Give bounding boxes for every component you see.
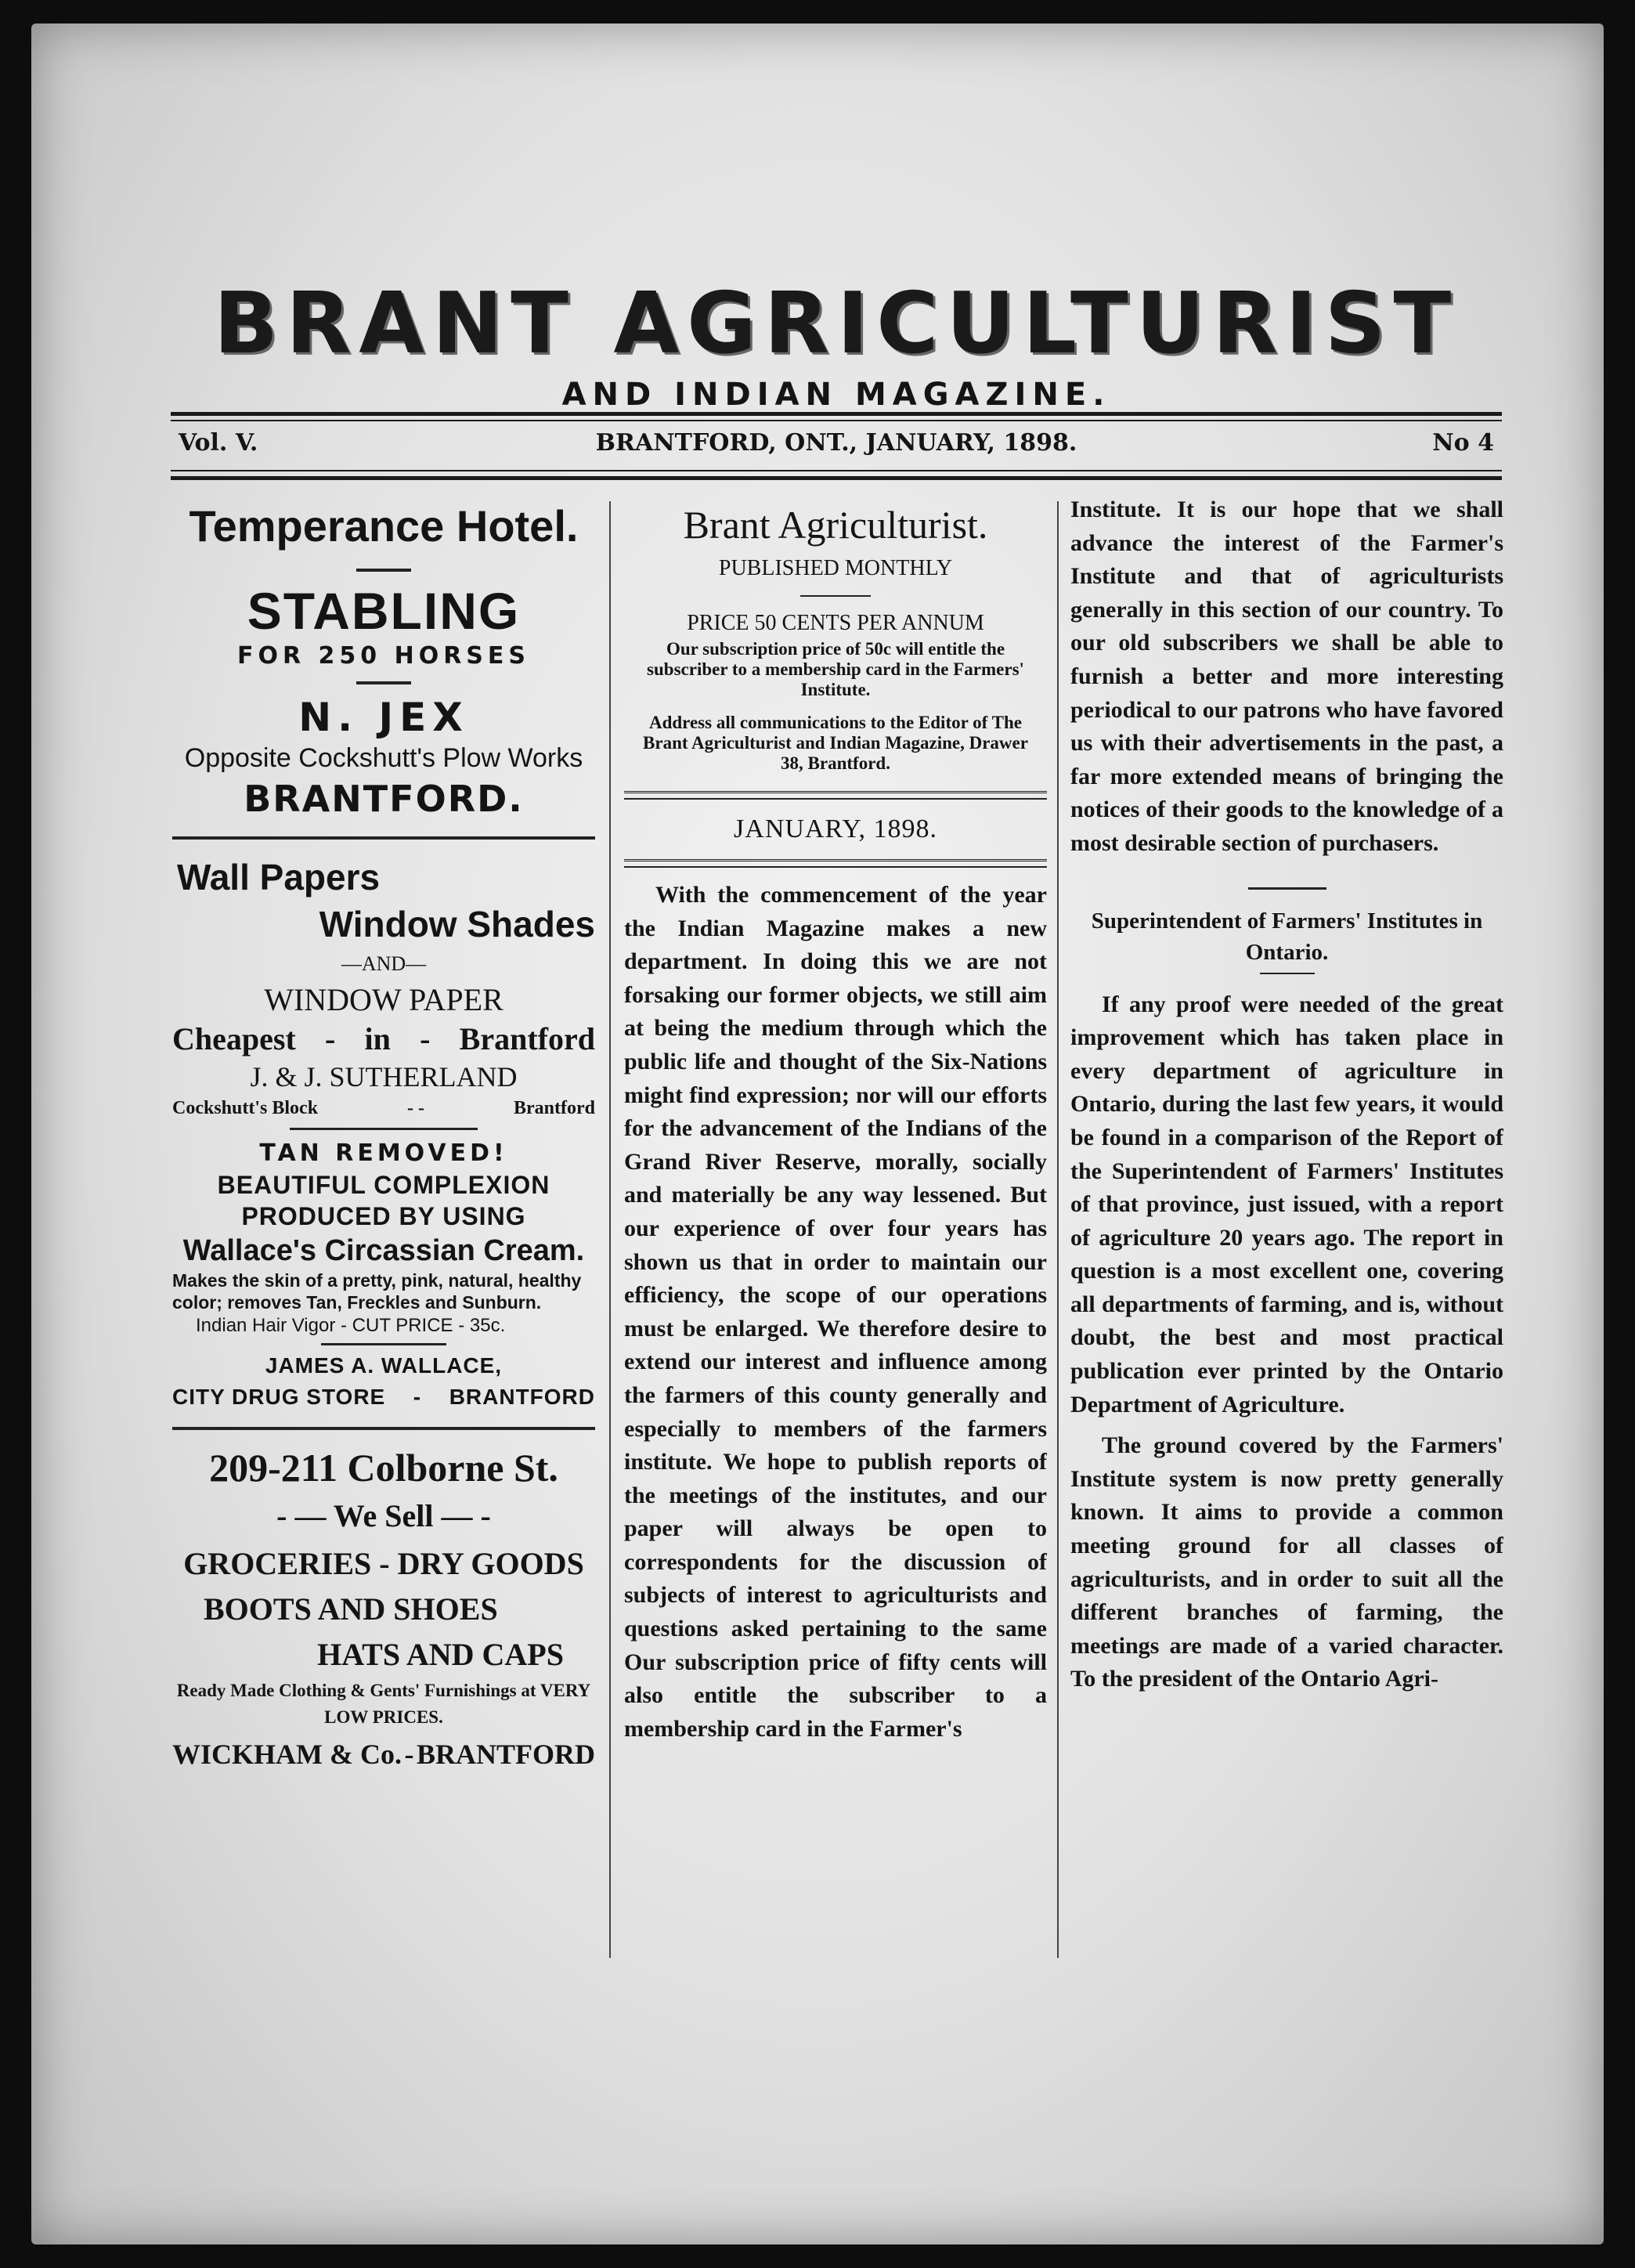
drug-store-line	[172, 1381, 595, 1413]
editorial-title: Brant Agriculturist.	[683, 503, 988, 547]
column-divider	[1057, 501, 1059, 1958]
section-rule	[1248, 887, 1326, 890]
wallace-name: JAMES A. WALLACE,	[265, 1353, 503, 1378]
proprietor-name: N. JEX	[298, 695, 469, 740]
ad-rule	[356, 569, 411, 572]
in-word: in	[364, 1021, 391, 1056]
dash: -	[420, 1021, 431, 1056]
dash: -	[404, 1739, 414, 1770]
dateline-rule-thick	[171, 476, 1502, 480]
double-rule	[624, 859, 1047, 868]
editorial-box	[624, 501, 1047, 774]
newspaper-title: BRANT AGRICULTURIST	[213, 275, 1460, 373]
wickham-city: BRANTFORD	[416, 1739, 595, 1770]
wickham-firm-line	[172, 1734, 595, 1775]
advertisements-column	[172, 493, 595, 1966]
wickham-ad	[172, 1444, 595, 1775]
article-paragraph: With the commencement of the year the Indian Magazine makes a new department. In doing this we are not forsaking our former objects, we still aim at being the medium through which the public life and thought of the Six-Nations might find expression; nor will our efforts for the advancement of the Indians of the Grand River Reserve, morally, socially and materially be any way lessened. But our experience of over four years has shown us that in order to maintain our efficiency, the scope of our operations must be enlarged. We therefore desire to extend our interest and influence among the farmers of this county generally and especially to members of the farmers institute. We hope to publish reports of the meetings of the institutes, and our paper will always be open to correspondents for the discussion of subjects of interest to agriculturists and questions asked pertaining to the same Our subscription price of fifty cents will also entitle the subscriber to a membership card in the Farmer's	[624, 882, 1047, 1742]
volume-label: Vol. V.	[179, 429, 258, 457]
produced-line: PRODUCED BY USING	[241, 1202, 526, 1230]
wall-papers: Wall Papers	[177, 857, 381, 897]
sutherland-address	[172, 1095, 595, 1121]
dateline-rule	[171, 470, 1502, 471]
brantford-word: Brantford	[459, 1021, 595, 1056]
masthead	[171, 275, 1502, 413]
we-sell: - — We Sell — -	[276, 1498, 491, 1533]
ad-rule	[321, 1343, 446, 1345]
hotel-ad	[172, 503, 595, 822]
tan-removed: TAN REMOVED!	[259, 1139, 508, 1167]
address-note: Address all communications to the Editor of The Brant Agriculturist and Indian Magazine, Drawer 38, Brantford.	[643, 713, 1028, 773]
article-paragraph: The ground covered by the Farmers' Institute system is now pretty generally known. It aims to provide a common meeting ground for all classes of agriculturists, and in order to suit all the different branches of farming, the meetings are made of a varied character. To the president of the Ontario Agri-	[1070, 1432, 1503, 1692]
address-right: Brantford	[514, 1098, 595, 1118]
ad-divider	[172, 1427, 595, 1430]
wallpaper-ad	[172, 854, 595, 1121]
place-date: BRANTFORD, ONT., JANUARY, 1898.	[595, 429, 1077, 457]
cheapest-word: Cheapest	[172, 1021, 296, 1056]
drug-store-city: BRANTFORD	[449, 1385, 595, 1409]
groceries-line: GROCERIES - DRY GOODS	[183, 1546, 584, 1581]
masthead-rule	[171, 412, 1502, 416]
window-shades: Window Shades	[319, 904, 595, 944]
complexion-line: BEAUTIFUL COMPLEXION	[217, 1171, 550, 1199]
newspaper-subtitle: AND INDIAN MAGAZINE.	[561, 377, 1111, 413]
box-rule	[800, 595, 871, 597]
hats-line: HATS AND CAPS	[317, 1637, 564, 1672]
dash: -	[413, 1385, 422, 1409]
sutherland-firm: J. & J. SUTHERLAND	[250, 1061, 518, 1092]
cheapest-line	[172, 1020, 595, 1059]
wickham-firm: WICKHAM & Co.	[172, 1739, 402, 1770]
price-line: PRICE 50 CENTS PER ANNUM	[687, 611, 984, 635]
issue-number: No 4	[1432, 429, 1494, 457]
stabling-heading: STABLING	[247, 582, 521, 640]
hotel-location: Opposite Cockshutt's Plow Works	[184, 743, 583, 773]
wickham-address: 209-211 Colborne St.	[209, 1446, 558, 1490]
clothing-line: Ready Made Clothing & Gents' Furnishings at VERY LOW PRICES.	[176, 1681, 591, 1727]
boots-line: BOOTS AND SHOES	[204, 1591, 498, 1627]
hair-vigor: Indian Hair Vigor - CUT PRICE - 35c.	[196, 1315, 506, 1336]
ad-divider	[172, 836, 595, 840]
cream-product: Wallace's Circassian Cream.	[182, 1234, 585, 1267]
drug-store: CITY DRUG STORE	[172, 1385, 386, 1409]
article-continuation: Institute. It is our hope that we shall advance the interest of the Farmer's Institute and that of agriculturists generally in this section of our country. To our old subscribers we shall be able to furnish a better and more interesting periodical to our patrons who have favored us with their advertisements in the past, a far more extended means of bringing the notices of their goods to the knowledge of a most desirable section of purchasers.	[1070, 497, 1503, 856]
article-column	[1070, 493, 1503, 1966]
subscription-note: Our subscription price of 50c will entitle the subscriber to a membership card in the Farmers' Institute.	[647, 639, 1024, 699]
masthead-rule-thin	[171, 420, 1502, 421]
issue-date: JANUARY, 1898.	[734, 814, 937, 843]
dash: -	[325, 1021, 336, 1056]
article-paragraph: If any proof were needed of the great improvement which has taken place in every department of agriculture in Ontario, during the last few years, it would be found in a comparison of the Report of the Superintendent of Farmers' Institutes of that province, just issued, with a report of agriculture 20 years ago. The report in question is a most excellent one, covering all departments of farming, and is, without doubt, the best and most practical publication ever printed by the Ontario Department of Agriculture.	[1070, 991, 1503, 1418]
address-dots: - -	[407, 1098, 425, 1118]
wallace-ad	[172, 1138, 595, 1413]
section-heading: Superintendent of Farmers' Institutes in Ontario.	[1091, 908, 1483, 965]
horses-line: FOR 250 HORSES	[236, 642, 531, 670]
section-rule	[1260, 973, 1315, 974]
double-rule	[624, 791, 1047, 800]
and-line: —AND—	[341, 952, 427, 975]
column-divider	[609, 501, 611, 1958]
ad-rule	[356, 681, 411, 684]
hotel-name: Temperance Hotel.	[189, 501, 579, 551]
dateline	[171, 429, 1502, 464]
published-monthly: PUBLISHED MONTHLY	[718, 556, 953, 580]
editorial-column	[624, 493, 1047, 1966]
address-left: Cockshutt's Block	[172, 1098, 319, 1118]
ad-rule	[290, 1128, 478, 1130]
cream-description: Makes the skin of a pretty, pink, natural, healthy color; removes Tan, Freckles and Sunburn.	[172, 1270, 582, 1313]
hotel-city: BRANTFORD.	[244, 778, 524, 820]
window-paper: WINDOW PAPER	[264, 982, 503, 1017]
